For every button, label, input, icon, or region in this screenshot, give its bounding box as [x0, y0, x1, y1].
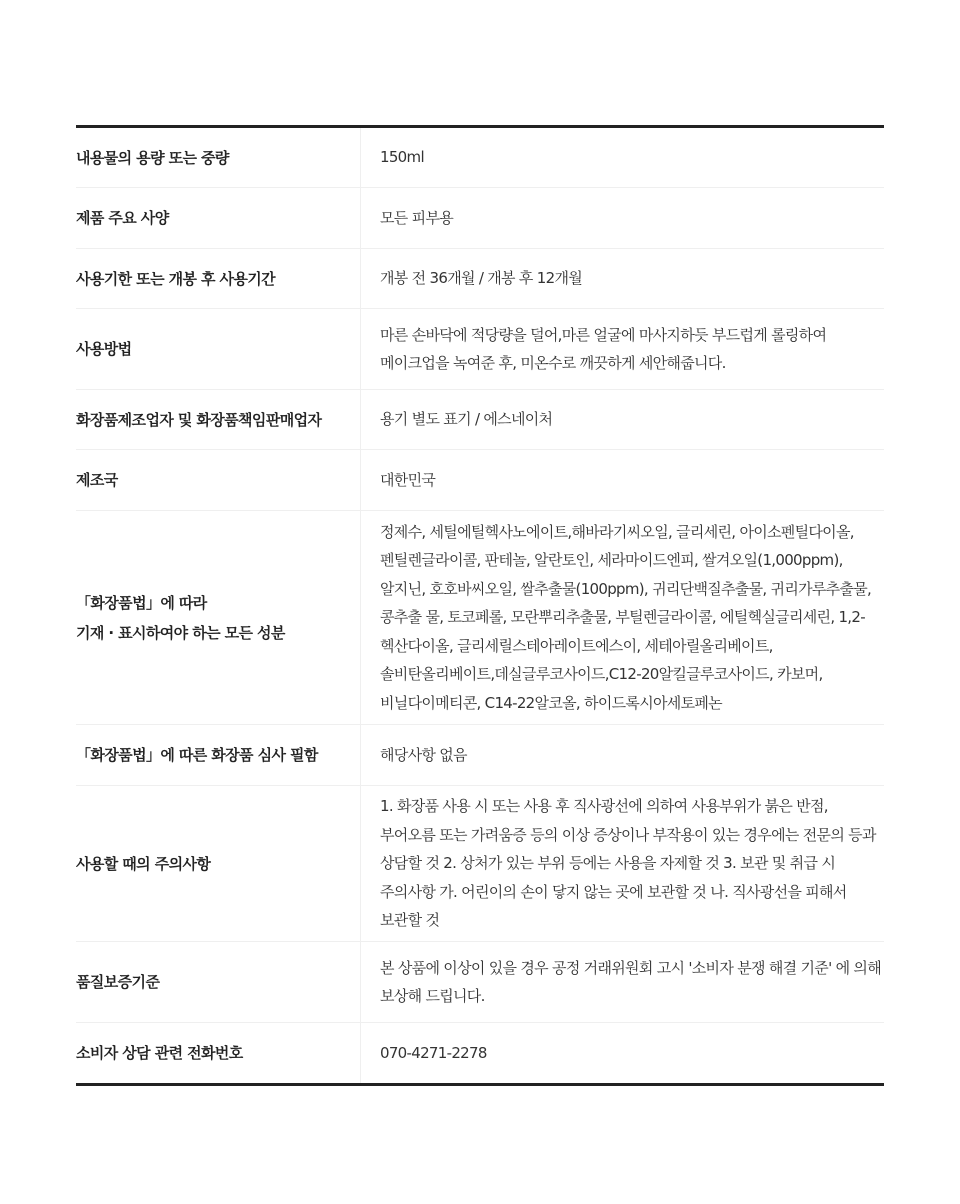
row-label: 사용방법: [76, 309, 361, 389]
row-label: 화장품제조업자 및 화장품책임판매업자: [76, 390, 361, 449]
row-label: 소비자 상담 관련 전화번호: [76, 1023, 361, 1083]
row-label: 사용기한 또는 개봉 후 사용기간: [76, 249, 361, 308]
table-row: [76, 942, 884, 1023]
table-row: [76, 511, 884, 725]
row-label: 제조국: [76, 450, 361, 510]
table-row: [76, 450, 884, 511]
table-row: [76, 188, 884, 249]
row-value: 대한민국: [380, 470, 436, 489]
row-value: 070-4271-2278: [380, 1043, 487, 1062]
table-row: [76, 249, 884, 309]
table-row: [76, 128, 884, 188]
row-label: 품질보증기준: [76, 942, 361, 1022]
table-row: [76, 309, 884, 390]
row-label: 「화장품법」에 따라 기재 · 표시하여야 하는 모든 성분: [76, 511, 361, 724]
row-value: 해당사항 없음: [380, 745, 467, 764]
row-value: 개봉 전 36개월 / 개봉 후 12개월: [380, 269, 583, 288]
row-value: 모든 피부용: [380, 208, 454, 227]
table-row: [76, 390, 884, 450]
row-value: 용기 별도 표기 / 에스네이처: [380, 410, 553, 429]
product-info-table: [76, 125, 884, 1086]
row-label: 내용물의 용량 또는 중량: [76, 128, 361, 187]
row-value: 본 상품에 이상이 있을 경우 공정 거래위원회 고시 '소비자 분쟁 해결 기준' 에 의해 보상해 드립니다.: [380, 958, 882, 1005]
table-row: [76, 725, 884, 786]
row-label: 제품 주요 사양: [76, 188, 361, 248]
row-value: 정제수, 세틸에틸헥사노에이트,해바라기씨오일, 글리세린, 아이소펜틸다이올, 펜틸렌글라이콜, 판테놀, 알란토인, 세라마이드엔피, 쌀겨오일(1,000ppm), 알지닌, 호호바씨오일, 쌀추출물(100ppm), 귀리단백질추출물, 귀리가루추출물, 콩추출 물, 토코페롤, 모란뿌리추출물, 부틸렌글라이콜, 에틸헥실글리세린, 1,2-헥산다이올, 글리세릴스테아레이트에스이, 세테아릴올리베이트, 솔비탄올리베이트,데실글루코사이드,C12-20알킬글루코사이드, 카보머, 비닐다이메티콘, C14-22알코올, 하이드록시아세토페논: [380, 522, 872, 712]
row-value: 마른 손바닥에 적당량을 덜어,마른 얼굴에 마사지하듯 부드럽게 롤링하여 메이크업을 녹여준 후, 미온수로 깨끗하게 세안해줍니다.: [380, 325, 827, 372]
row-label: 사용할 때의 주의사항: [76, 786, 361, 941]
table-row: [76, 1023, 884, 1083]
row-value: 150ml: [380, 148, 424, 167]
row-label: 「화장품법」에 따른 화장품 심사 필함: [76, 725, 361, 785]
row-value: 1. 화장품 사용 시 또는 사용 후 직사광선에 의하여 사용부위가 붉은 반점, 부어오름 또는 가려움증 등의 이상 증상이나 부작용이 있는 경우에는 전문의 등과 상담할 것 2. 상처가 있는 부위 등에는 사용을 자제할 것 3. 보관 및 취급 시 주의사항 가. 어린이의 손이 닿지 않는 곳에 보관할 것 나. 직사광선을 피해서 보관할 것: [380, 797, 876, 930]
table-row: [76, 786, 884, 942]
